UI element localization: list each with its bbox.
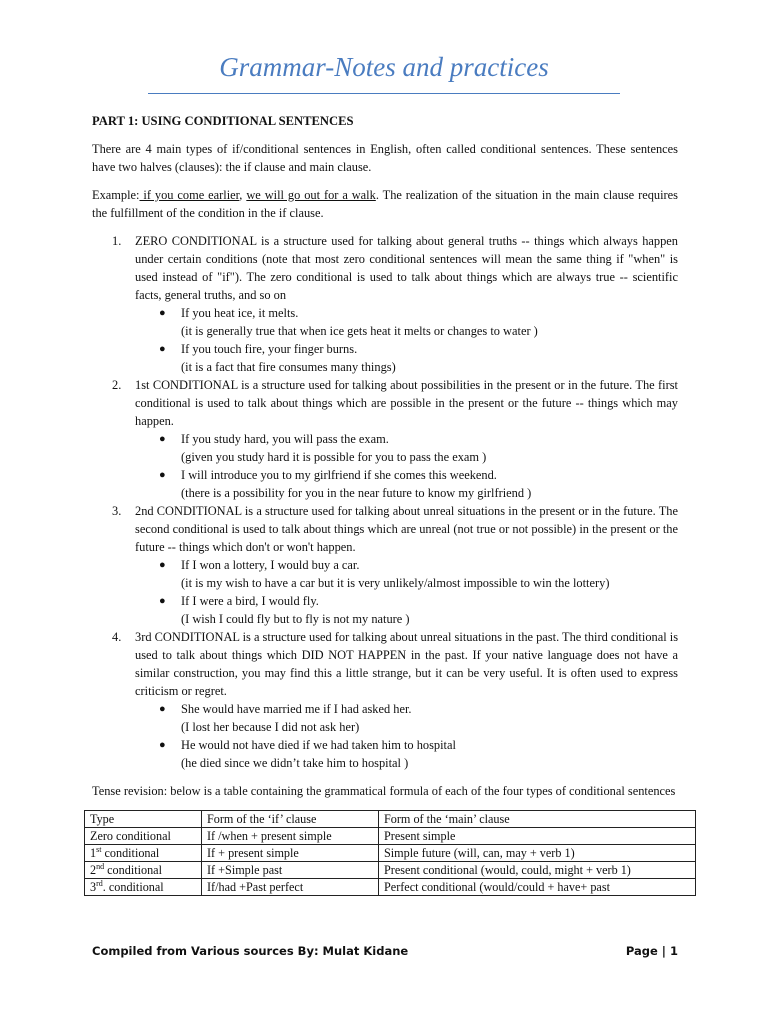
list-number: 3. (112, 504, 122, 518)
example-gloss: (it is a fact that fire consumes many things) (181, 360, 396, 374)
type-label: . conditional (102, 880, 164, 894)
example-gloss: (there is a possibility for you in the near future to know my girlfriend ) (181, 486, 532, 500)
type-number: 1 (90, 846, 97, 860)
type-label: conditional (101, 846, 160, 860)
table-row (85, 845, 696, 862)
table-row (85, 828, 696, 845)
ordinal-suffix: rd (96, 878, 103, 888)
example-item (159, 466, 678, 502)
table-row (85, 862, 696, 879)
table-header-cell: Form of the ‘main’ clause (379, 811, 696, 828)
example-comma: , (239, 188, 247, 202)
example-item (159, 340, 678, 376)
example-item (159, 700, 678, 736)
example-gloss: (given you study hard it is possible for you to pass the exam ) (181, 450, 487, 464)
list-number: 1. (112, 234, 122, 248)
page-title: Grammar-Notes and practices (219, 52, 549, 82)
table-header-row (85, 811, 696, 828)
bullet-icon: ● (159, 343, 166, 355)
page-number: Page | 1 (625, 944, 678, 958)
type-description: 1st CONDITIONAL is a structure used for talking about possibilities in the present or in the future. The first conditional is used to talk about things which are possible in the present or the future -- things which may happen. (135, 378, 678, 428)
table-cell-main: Simple future (will, can, may + verb 1) (379, 845, 696, 862)
type-description: ZERO CONDITIONAL is a structure used for talking about general truths -- things which always happen under certain conditions (note that most zero conditional sentences will mean the same thing if "when" is used instead of "if"). The zero conditional is used to talk about things which are always true -- scientific facts, general truths, and so on (135, 234, 678, 302)
table-cell-type (85, 862, 202, 879)
conditional-types-list (92, 232, 678, 772)
table-cell-main: Present conditional (would, could, might + verb 1) (379, 862, 696, 879)
examples-list (135, 430, 678, 502)
example-sentence: If I won a lottery, I would buy a car. (181, 558, 360, 572)
example-item (159, 556, 678, 592)
bullet-icon: ● (159, 433, 166, 445)
example-item (159, 304, 678, 340)
table-cell-main: Present simple (379, 828, 696, 845)
tense-table (84, 810, 696, 896)
type-number: 3 (90, 880, 97, 894)
type-number: 2 (90, 863, 97, 877)
example-item (159, 736, 678, 772)
example-main-clause: we will go out for a walk (246, 188, 376, 202)
example-sentence: If you heat ice, it melts. (181, 306, 299, 320)
type-description: 2nd CONDITIONAL is a structure used for talking about unreal situations in the present or in the future. The second conditional is used to talk about things which are unreal (not true or not possible) in the present or the future -- things which don't or won't happen. (135, 504, 678, 554)
example-sentence: If I were a bird, I would fly. (181, 594, 319, 608)
table-header-cell: Type (85, 811, 202, 828)
intro-paragraph: There are 4 main types of if/conditional sentences in English, often called conditional sentences. These sentences have two halves (clauses): the if clause and main clause. (92, 142, 678, 174)
example-gloss: (I lost her because I did not ask her) (181, 720, 360, 734)
example-if-clause: if you come earlier (139, 188, 240, 202)
table-row (85, 879, 696, 896)
example-gloss: (he died since we didn’t take him to hospital ) (181, 756, 409, 770)
list-item (92, 376, 678, 502)
footer-credit: Compiled from Various sources By: Mulat Kidane (92, 944, 409, 958)
document-body (92, 112, 678, 896)
type-label: Zero conditional (90, 829, 171, 843)
example-rest: . The realization of the situation in the main clause requires the fulfillment of the condition in the if clause. (92, 188, 678, 220)
table-cell-if: If/had +Past perfect (202, 879, 379, 896)
example-paragraph (92, 186, 678, 222)
ordinal-suffix: st (96, 844, 102, 854)
table-cell-type (85, 828, 202, 845)
example-sentence: I will introduce you to my girlfriend if she comes this weekend. (181, 468, 497, 482)
table-cell-if: If + present simple (202, 845, 379, 862)
table-intro-paragraph: Tense revision: below is a table containing the grammatical formula of each of the four types of conditional sentences (92, 784, 676, 798)
part-heading: PART 1: USING CONDITIONAL SENTENCES (92, 114, 354, 128)
bullet-icon: ● (159, 739, 166, 751)
examples-list (135, 700, 678, 772)
example-sentence: If you touch fire, your finger burns. (181, 342, 358, 356)
list-item (92, 628, 678, 772)
list-item (92, 502, 678, 628)
example-sentence: If you study hard, you will pass the exam. (181, 432, 389, 446)
ordinal-suffix: nd (96, 861, 105, 871)
bullet-icon: ● (159, 469, 166, 481)
bullet-icon: ● (159, 559, 166, 571)
table-cell-type (85, 845, 202, 862)
bullet-icon: ● (159, 703, 166, 715)
table-cell-if: If /when + present simple (202, 828, 379, 845)
table-cell-main: Perfect conditional (would/could + have+ past (379, 879, 696, 896)
example-gloss: (it is my wish to have a car but it is very unlikely/almost impossible to win the lottery) (181, 576, 610, 590)
table-cell-if: If +Simple past (202, 862, 379, 879)
bullet-icon: ● (159, 307, 166, 319)
bullet-icon: ● (159, 595, 166, 607)
list-number: 2. (112, 378, 122, 392)
example-gloss: (it is generally true that when ice gets heat it melts or changes to water ) (181, 324, 538, 338)
type-label: conditional (104, 863, 162, 877)
table-header-cell: Form of the ‘if’ clause (202, 811, 379, 828)
example-sentence: He would not have died if we had taken him to hospital (181, 738, 456, 752)
example-item (159, 592, 678, 628)
example-item (159, 430, 678, 466)
title-underline (148, 93, 620, 94)
example-gloss: (I wish I could fly but to fly is not my nature ) (181, 612, 410, 626)
examples-list (135, 556, 678, 628)
list-item (92, 232, 678, 376)
table-cell-type (85, 879, 202, 896)
example-label: Example: (92, 188, 140, 202)
example-sentence: She would have married me if I had asked her. (181, 702, 412, 716)
examples-list (135, 304, 678, 376)
list-number: 4. (112, 630, 122, 644)
type-description: 3rd CONDITIONAL is a structure used for talking about unreal situations in the past. The third conditional is used to talk about things which DID NOT HAPPEN in the past. If your native language does not have a similar construction, you may find this a little strange, but it can be very useful. It is often used to express criticism or regret. (135, 630, 679, 698)
